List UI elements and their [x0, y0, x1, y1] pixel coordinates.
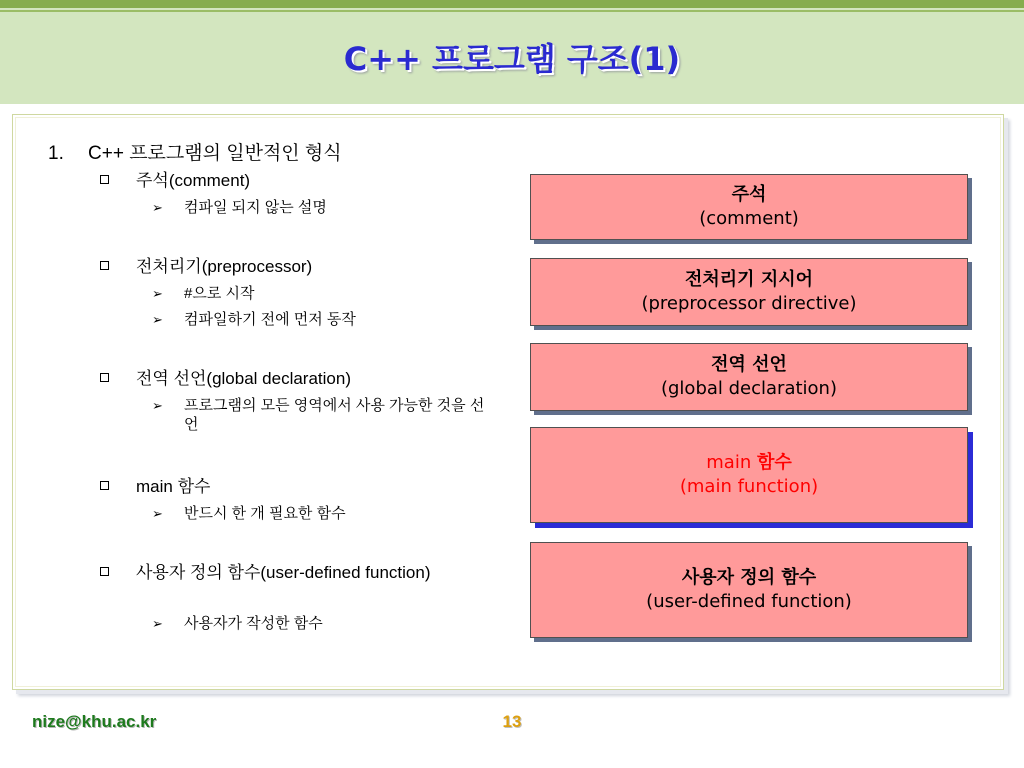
checkbox-bullet-icon	[100, 261, 109, 270]
outline-item-number: 1.	[48, 143, 64, 164]
sub-item-text: 반드시 한 개 필요한 함수	[184, 505, 346, 522]
outline-section-user-defined	[100, 562, 490, 584]
section-label: 주석(comment)	[136, 171, 251, 190]
checkbox-bullet-icon	[100, 567, 109, 576]
diagram-box-title-bold: 함수	[756, 452, 792, 473]
diagram-box-subtitle: (main function)	[679, 476, 819, 497]
sub-item-text: 프로그램의 모든 영역에서 사용 가능한 것을 선언	[184, 397, 485, 433]
checkbox-bullet-icon	[100, 175, 109, 184]
section-label: 전처리기(preprocessor)	[136, 257, 313, 276]
section-label: 전역 선언(global declaration)	[136, 369, 351, 388]
outline-section-comment	[100, 170, 490, 192]
footer-email: nize@khu.ac.kr	[32, 712, 157, 731]
sub-item-text: 컴파일 되지 않는 설명	[184, 199, 327, 216]
checkbox-bullet-icon	[100, 373, 109, 382]
outline-section-global	[100, 368, 490, 390]
diagram-box-title-prefix: main	[706, 452, 757, 473]
diagram-box-subtitle: (comment)	[699, 208, 799, 229]
arrow-bullet-icon: ➢	[152, 506, 163, 521]
section-label: main 함수	[136, 477, 211, 496]
diagram-box-preprocessor	[530, 258, 968, 326]
outline-sub-item	[152, 284, 497, 303]
sub-item-text: #으로 시작	[184, 285, 255, 302]
arrow-bullet-icon: ➢	[152, 286, 163, 301]
outline-sub-item	[152, 310, 497, 329]
arrow-bullet-icon: ➢	[152, 200, 163, 215]
sub-item-text: 사용자가 작성한 함수	[184, 615, 323, 632]
diagram-box-title: 전역 선언	[711, 354, 787, 375]
arrow-bullet-icon: ➢	[152, 616, 163, 631]
diagram-box-title	[706, 451, 791, 475]
section-label: 사용자 정의 함수(user-defined function)	[136, 563, 431, 582]
diagram-box-title: 사용자 정의 함수	[681, 567, 817, 588]
diagram-box-user-defined	[530, 542, 968, 638]
outline-section-main	[100, 476, 490, 498]
header-divider	[0, 10, 1024, 12]
outline-sub-item	[152, 614, 497, 633]
slide-title: C++ 프로그램 구조(1)	[343, 40, 681, 78]
arrow-bullet-icon: ➢	[152, 312, 163, 327]
diagram-box-subtitle: (user-defined function)	[646, 591, 852, 612]
outline-level1-item	[48, 138, 342, 165]
outline-section-preprocessor	[100, 256, 490, 278]
checkbox-bullet-icon	[100, 481, 109, 490]
outline-sub-item	[152, 396, 497, 434]
diagram-box-main	[530, 427, 968, 523]
arrow-bullet-icon: ➢	[152, 398, 163, 413]
diagram-box-subtitle: (global declaration)	[660, 378, 837, 399]
diagram-box-title: 주석	[731, 184, 767, 205]
diagram-box-subtitle: (preprocessor directive)	[641, 293, 857, 314]
outline-sub-item	[152, 504, 497, 523]
diagram-box-global	[530, 343, 968, 411]
diagram-box-comment	[530, 174, 968, 240]
page-number: 13	[502, 712, 522, 731]
diagram-box-title: 전처리기 지시어	[685, 269, 813, 290]
sub-item-text: 컴파일하기 전에 먼저 동작	[184, 311, 356, 328]
outline-item-text: C++ 프로그램의 일반적인 형식	[88, 143, 342, 164]
outline-sub-item	[152, 198, 497, 217]
